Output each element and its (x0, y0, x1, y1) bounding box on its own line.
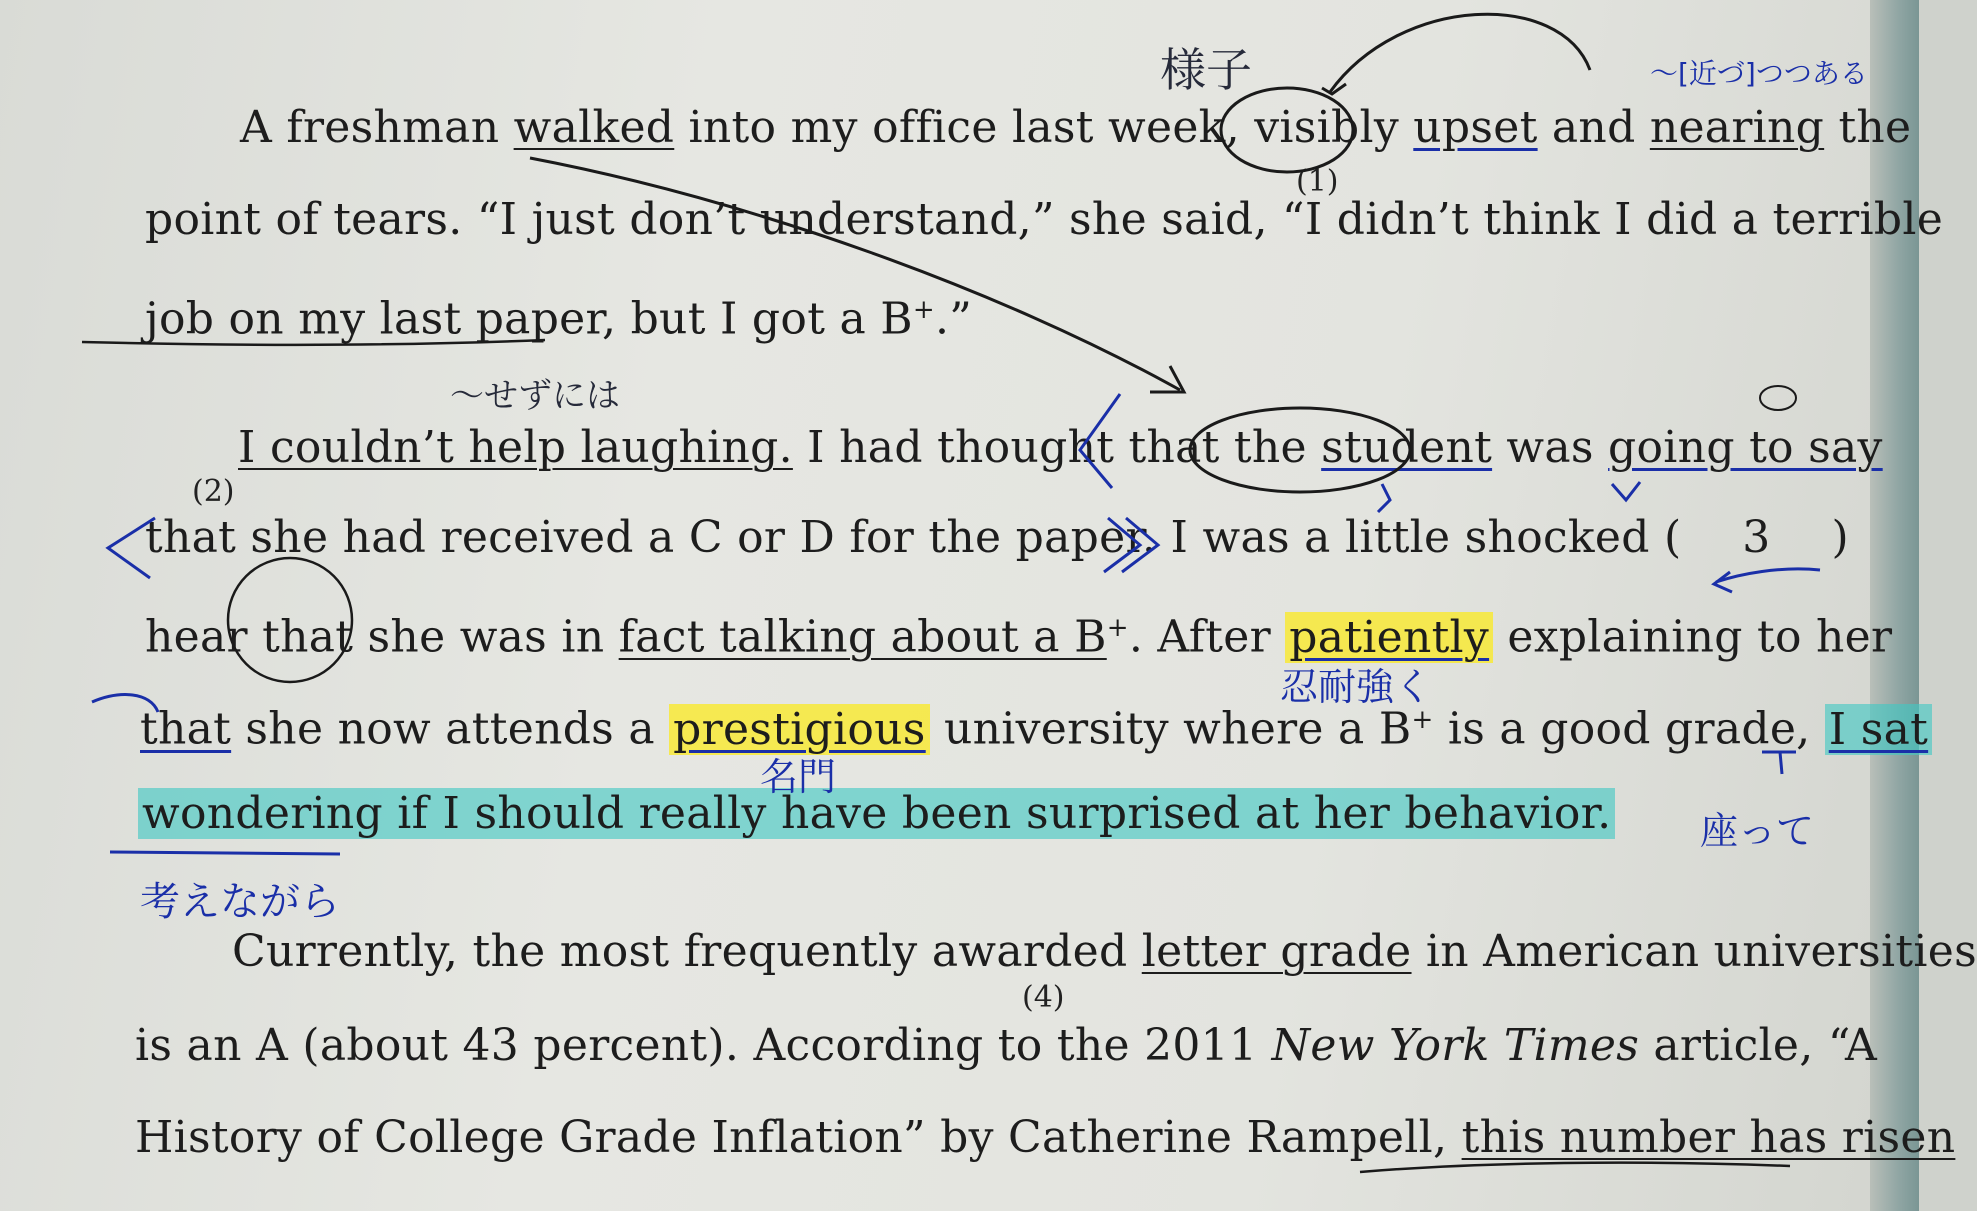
p3-line2: is an A (about 43 percent). According to the 2011 New York Times article, “A (135, 1020, 1878, 1071)
highlight-i-sat: I sat (1825, 704, 1932, 755)
p2-line1: I couldn’t help laughing. I had thought that the student was going to say (238, 422, 1883, 473)
highlight-prestigious: prestigious (669, 704, 930, 755)
p2-line3: hear that she was in fact talking about a B+. After patiently explaining to her (145, 611, 1893, 663)
circled-visibly: visibly (1254, 102, 1399, 153)
p2-line4: that she now attends a prestigious university where a B+ is a good grade, I sat (140, 692, 1932, 758)
p1-line1: A freshman walked into my office last week, visibly upset and nearing the (240, 102, 1912, 153)
blank-3: 3 (1742, 512, 1771, 563)
highlight-patiently: patiently (1285, 612, 1493, 663)
marker-4: (4) (1022, 980, 1065, 1015)
p2-line5 (138, 786, 1615, 842)
highlight-wondering: wondering if I should really have been surprised at her behavior. (138, 788, 1615, 839)
note-yousu: 様子 (1160, 43, 1252, 97)
marker-2: (2) (192, 474, 235, 509)
note-chikazuite: ～[近づ]つつある (1650, 57, 1868, 90)
note-meimon: 名門 (760, 755, 837, 799)
p1-line2: point of tears. “I just don’t understand,” she said, “I didn’t think I did a terrible (145, 194, 1944, 245)
p1-line3: job on my last paper, but I got a B+.” (145, 293, 973, 345)
note-kangaenagara: 考えながら (140, 879, 340, 925)
note-suwatte: 座って (1700, 809, 1815, 853)
note-hesezuniwa: ～せずには (450, 376, 620, 416)
marker-1: (1) (1296, 164, 1339, 199)
p2-line2: that she had received a C or D for the paper. I was a little shocked ( 3 ) (145, 510, 1849, 566)
p3-line1: Currently, the most frequently awarded letter grade in American universities (232, 926, 1977, 977)
note-niniku: 忍耐強く (1280, 665, 1433, 709)
p3-line3: History of College Grade Inflation” by Catherine Rampell, this number has risen (135, 1112, 1956, 1163)
